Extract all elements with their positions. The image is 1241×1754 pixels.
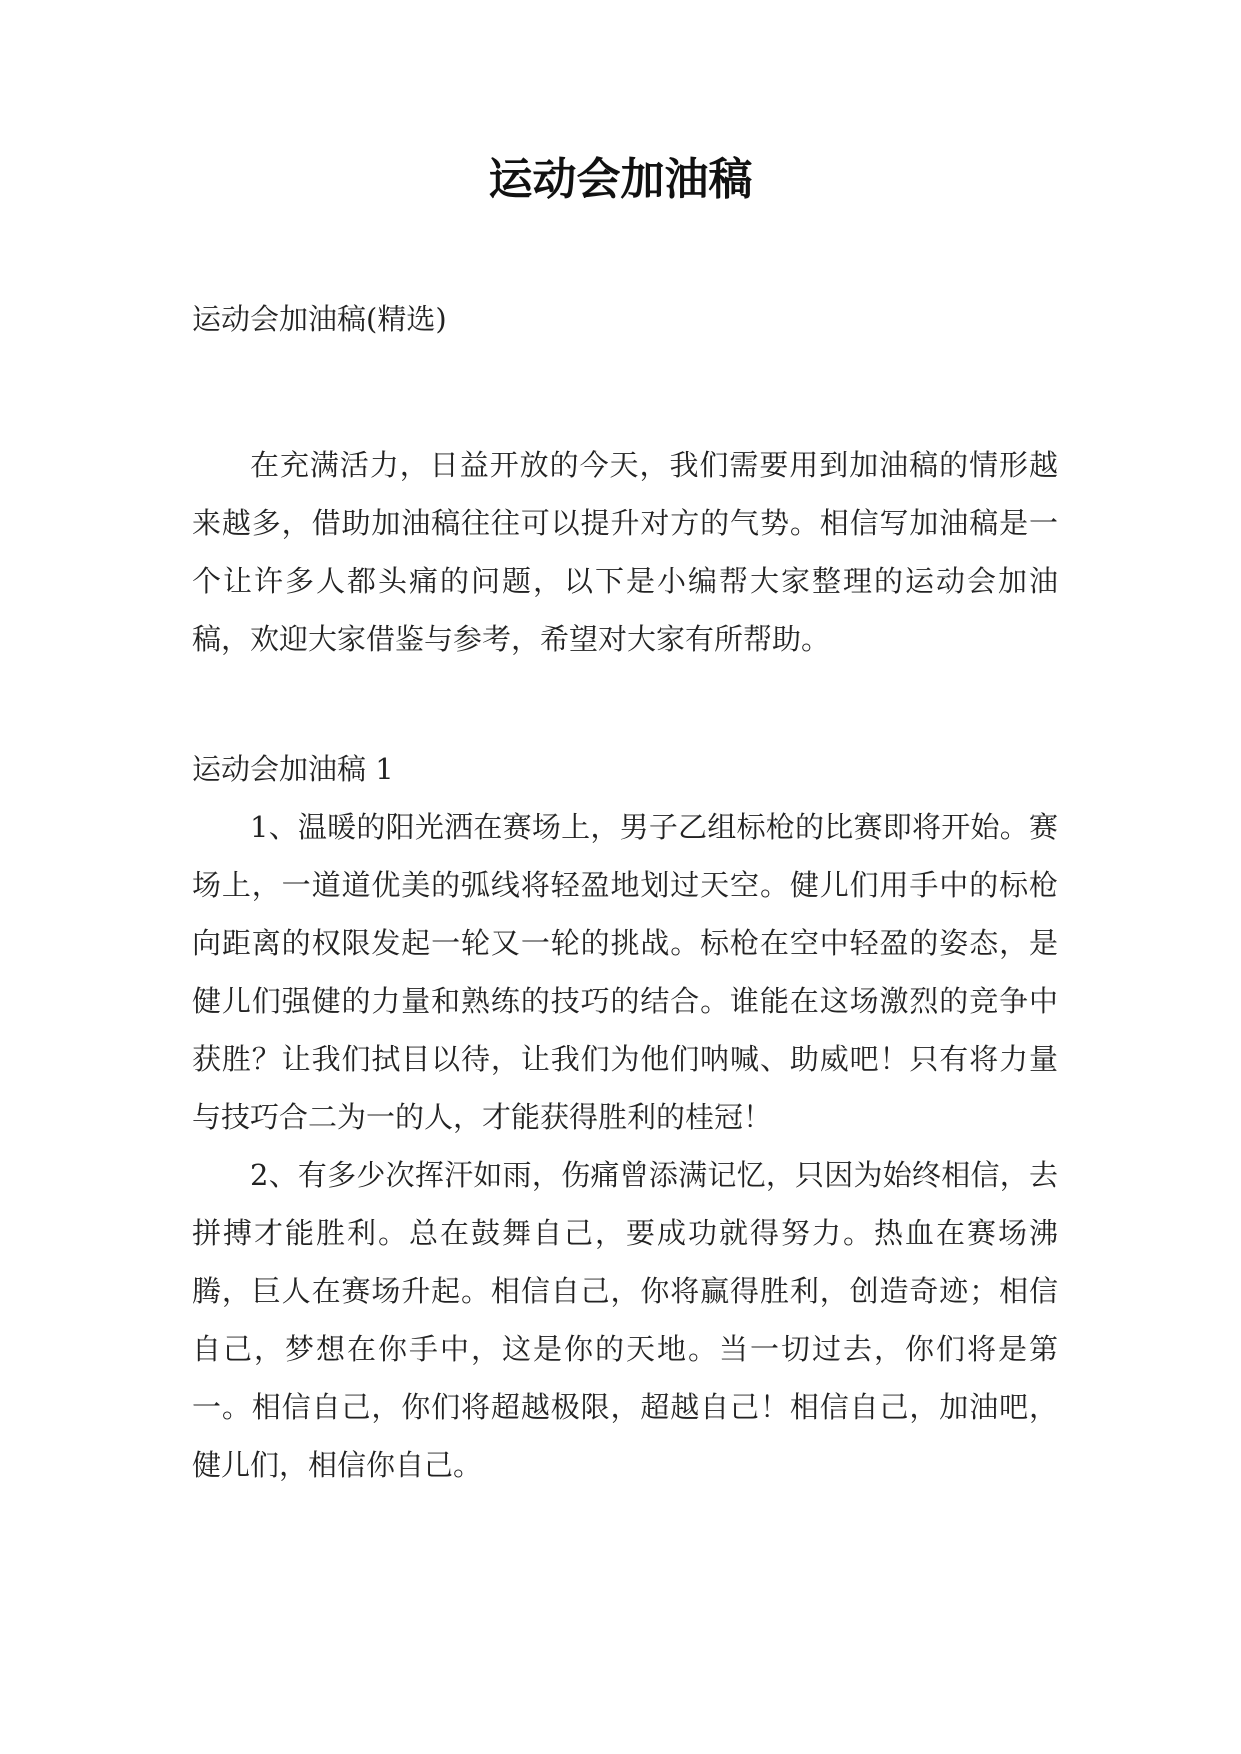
spacer [192,348,1058,436]
section-heading: 运动会加油稿 1 [192,752,394,786]
document-subtitle: 运动会加油稿(精选) [192,302,447,336]
section-paragraph: 1、温暖的阳光洒在赛场上，男子乙组标枪的比赛即将开始。赛场上，一道道优美的弧线将轻盈地划过天空。健儿们用手中的标枪向距离的权限发起一轮又一轮的挑战。标枪在空中轻盈的姿态，是健儿们强健的力量和熟练的技巧的结合。谁能在这场激烈的竞争中获胜？让我们拭目以待，让我们为他们呐喊、助威吧！只有将力量与技巧合二为一的人，才能获得胜利的桂冠！ [192,810,1058,1134]
section-paragraph: 2、有多少次挥汗如雨，伤痛曾添满记忆，只因为始终相信，去拼搏才能胜利。总在鼓舞自己，要成功就得努力。热血在赛场沸腾，巨人在赛场升起。相信自己，你将赢得胜利，创造奇迹；相信自己，梦想在你手中，这是你的天地。当一切过去，你们将是第一。相信自己，你们将超越极限，超越自己！相信自己，加油吧，健儿们，相信你自己。 [192,1158,1058,1482]
spacer [192,668,1058,740]
document-body [192,290,1058,1494]
intro-paragraph: 在充满活力，日益开放的今天，我们需要用到加油稿的情形越来越多，借助加油稿往往可以提升对方的气势。相信写加油稿是一个让许多人都头痛的问题，以下是小编帮大家整理的运动会加油稿，欢迎大家借鉴与参考，希望对大家有所帮助。 [192,448,1058,656]
document-title: 运动会加油稿 [488,154,753,205]
